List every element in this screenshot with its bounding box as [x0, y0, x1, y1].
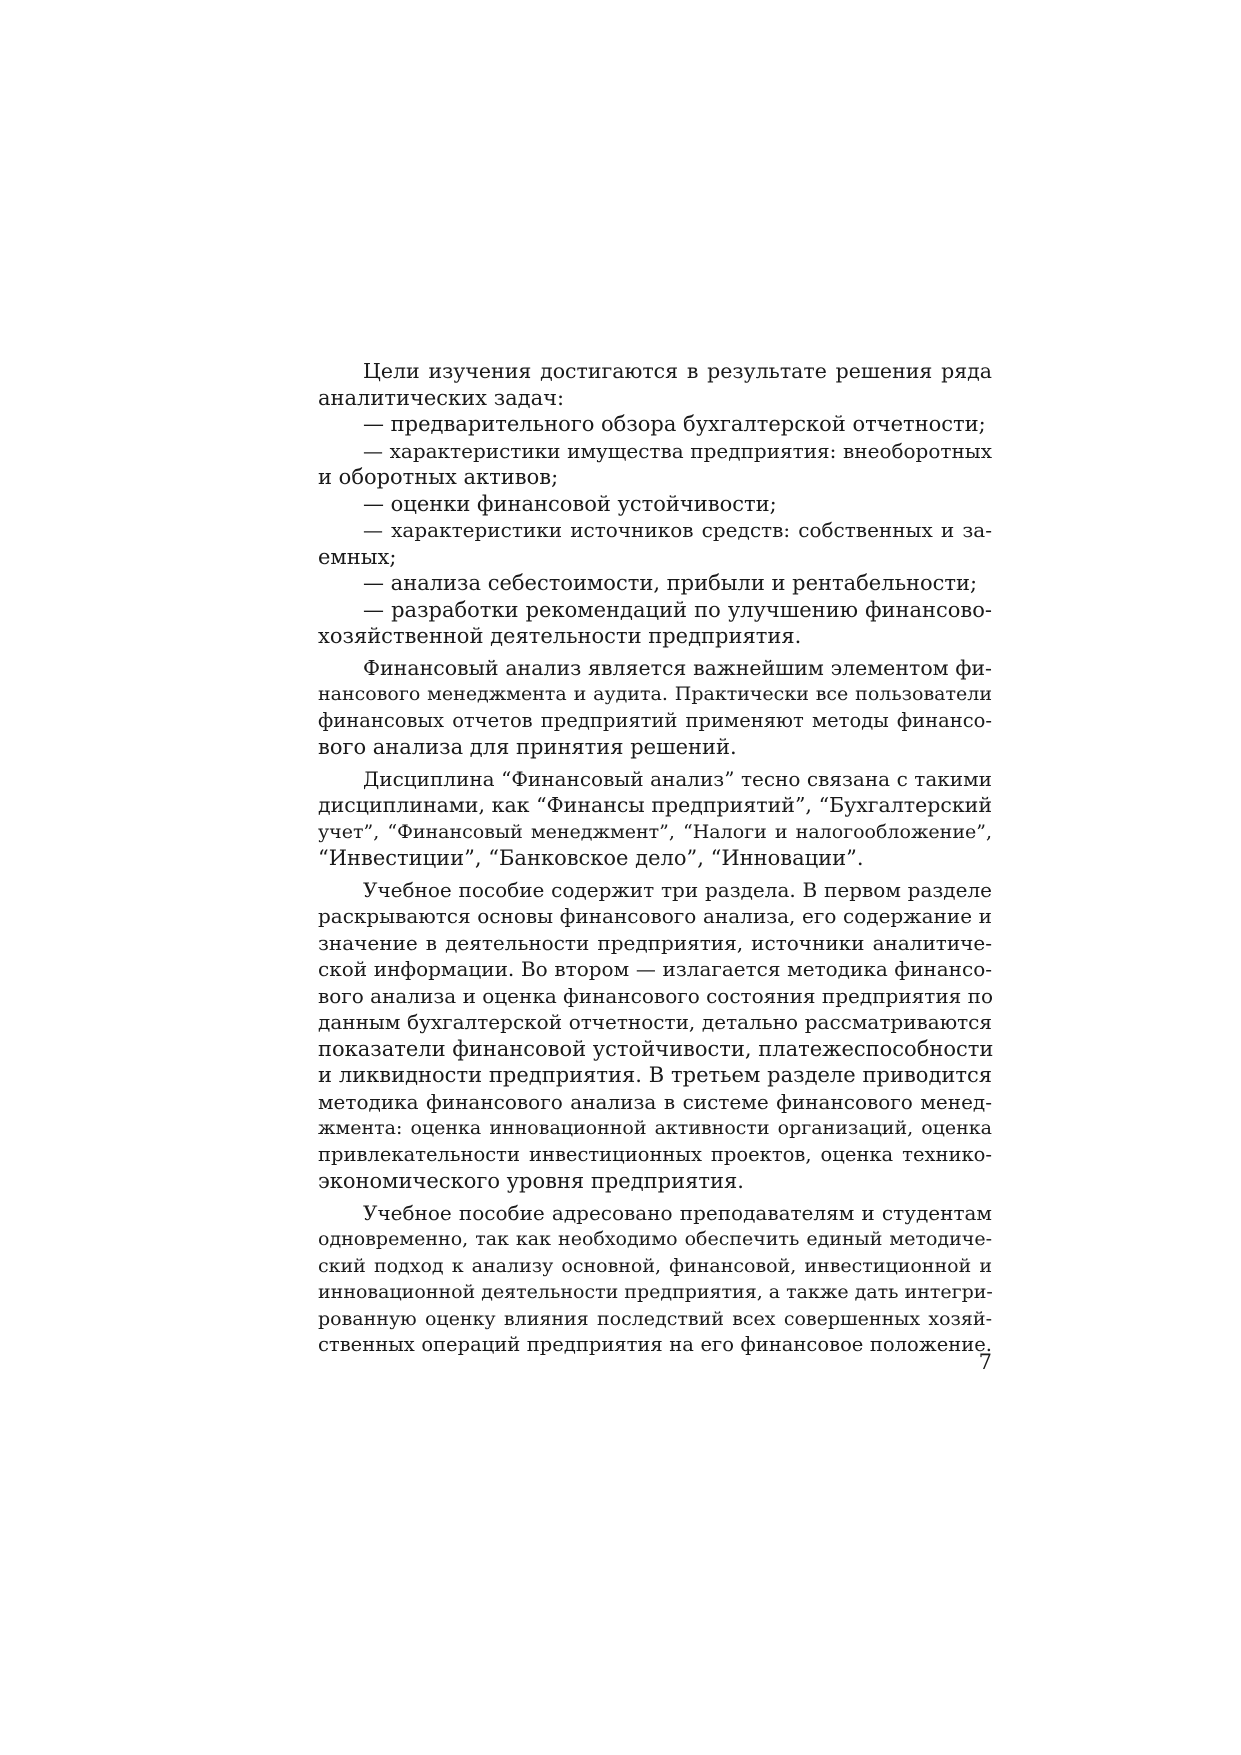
text-line: хозяйственной деятельности предприятия. [318, 624, 802, 648]
text-line: экономического уровня предприятия. [318, 1169, 744, 1193]
list-item: — характеристики источников средств: собственных и за- [363, 518, 992, 542]
text-line: данным бухгалтерской отчетности, детально рассматриваются [318, 1010, 992, 1034]
text-line: и ликвидности предприятия. В третьем разделе приводится [318, 1063, 992, 1087]
text-line: рованную оценку влияния последствий всех совершенных хозяй- [318, 1307, 992, 1330]
text-line: емных; [318, 544, 397, 569]
text-line: финансовых отчетов предприятий применяют методы финансо- [318, 708, 992, 732]
text-line: ский подход к анализу основной, финансовой, инвестиционной и [318, 1254, 992, 1277]
text-line: Финансовый анализ является важнейшим элементом фи- [363, 655, 992, 680]
list-item: — анализа себестоимости, прибыли и рентабельности; [363, 571, 978, 595]
list-item: — оценки финансовой устойчивости; [363, 491, 777, 516]
text-line: ственных операций предприятия на его финансовое положение. [318, 1333, 992, 1356]
text-line: вого анализа и оценка финансового состояния предприятия по [318, 983, 994, 1008]
text-line: значение в деятельности предприятия, источники аналитиче- [318, 930, 992, 955]
text-line: Учебное пособие адресовано преподавателям и студентам [363, 1200, 992, 1225]
text-line: инновационной деятельности предприятия, а также дать интегри- [318, 1281, 993, 1303]
body-text [318, 358, 992, 1359]
text-line: нансового менеджмента и аудита. Практически все пользователи [318, 683, 992, 705]
list-item: — предварительного обзора бухгалтерской отчетности; [363, 412, 986, 436]
text-line: Цели изучения достигаются в результате решения ряда [363, 359, 992, 383]
text-line: Дисциплина “Финансовый анализ” тесно связана с такими [363, 766, 992, 791]
text-line: дисциплинами, как “Финансы предприятий”, “Бухгалтерский [318, 793, 992, 817]
text-line: Учебное пособие содержит три раздела. В первом разделе [363, 877, 992, 902]
text-line: ской информации. Во втором — излагается методика финансо- [318, 957, 992, 981]
text-line: жмента: оценка инновационной активности организаций, оценка [318, 1117, 992, 1139]
text-line: методика финансового анализа в системе финансового менед- [318, 1089, 992, 1114]
text-line: привлекательности инвестиционных проектов, оценка технико- [318, 1142, 992, 1166]
text-line: “Инвестиции”, “Банковское дело”, “Инновации”. [318, 846, 864, 870]
text-line: учет”, “Финансовый менеджмент”, “Налоги и налогообложение”, [318, 820, 992, 843]
text-line: и оборотных активов; [318, 465, 559, 489]
page-number: 7 [978, 1350, 992, 1374]
list-item: — характеристики имущества предприятия: внеоборотных [363, 438, 992, 463]
text-line: аналитических задач: [318, 385, 565, 410]
text-line: одновременно, так как необходимо обеспечить единый методиче- [318, 1228, 992, 1250]
list-item: — разработки рекомендаций по улучшению финансово- [363, 597, 992, 622]
text-line: показатели финансовой устойчивости, платежеспособности [318, 1036, 994, 1061]
text-line: раскрываются основы финансового анализа, его содержание и [318, 904, 992, 928]
text-line: вого анализа для принятия решений. [318, 735, 737, 759]
